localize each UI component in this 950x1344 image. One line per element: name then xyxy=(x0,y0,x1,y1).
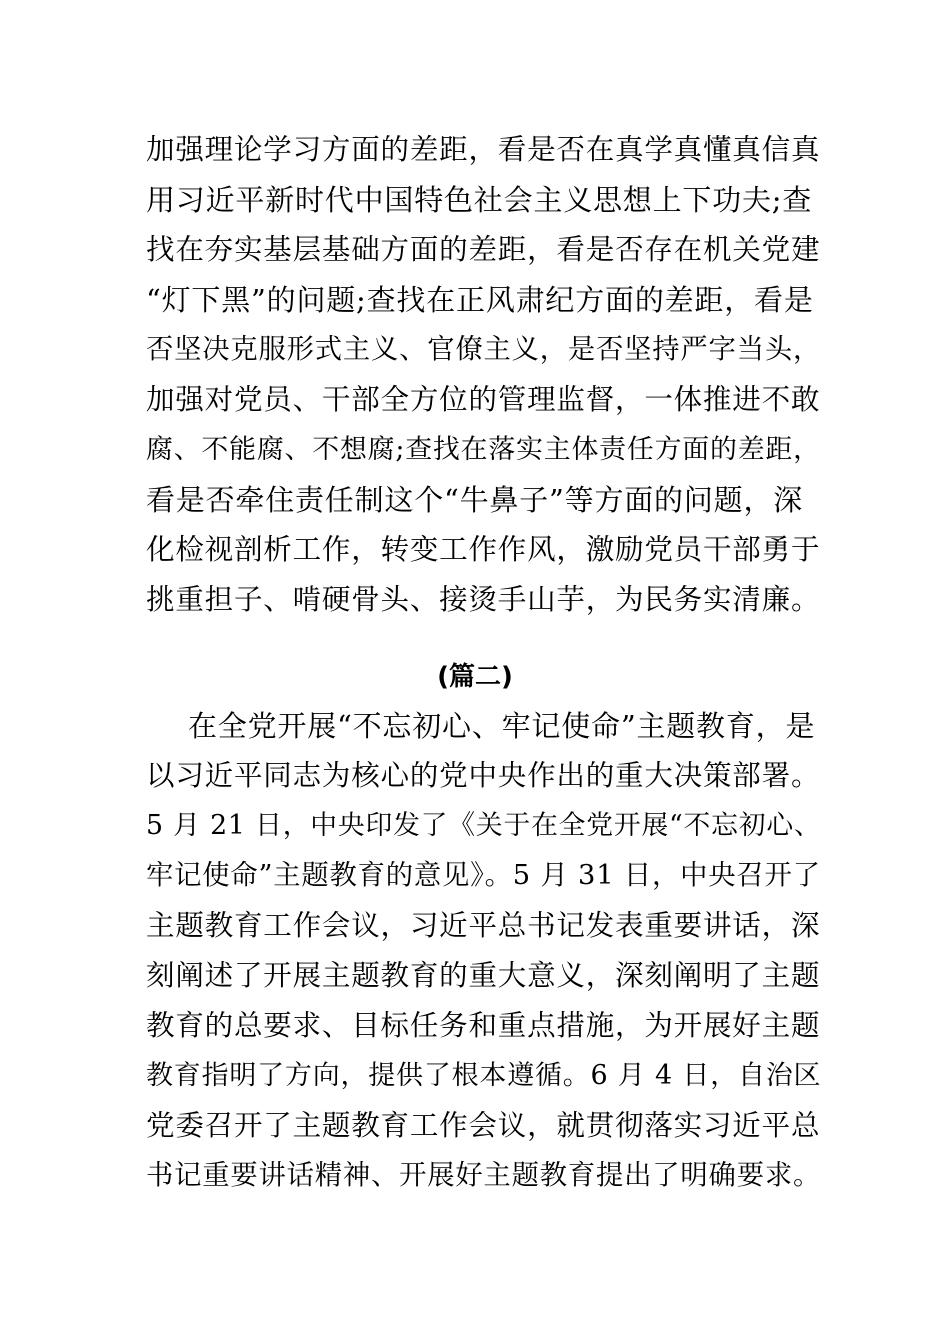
text-line: 教育指明了方向，提供了根本遵循。6 月 4 日，自治区 xyxy=(146,1060,822,1091)
text-line: 主题教育工作会议，习近平总书记发表重要讲话，深 xyxy=(146,909,821,942)
text-line: 用习近平新时代中国特色社会主义思想上下功夫;查 xyxy=(146,183,813,217)
text-line: 加强对党员、干部全方位的管理监督，一体推进不敢 xyxy=(146,383,821,416)
text-line: 在全党开展“不忘初心、牢记使命”主题教育，是 xyxy=(188,709,816,743)
text-line: 刻阐述了开展主题教育的重大意义，深刻阐明了主题 xyxy=(146,959,821,992)
section-heading: (篇二) xyxy=(437,662,513,692)
text-line: 牢记使命”主题教育的意见》。5 月 31 日，中央召开了 xyxy=(146,860,821,891)
text-line: 否坚决克服形式主义、官僚主义，是否坚持严字当头， xyxy=(146,334,822,365)
text-line: 看是否牵住责任制这个“牛鼻子”等方面的问题，深 xyxy=(146,483,804,517)
text-line: 党委召开了主题教育工作会议，就贯彻落实习近平总 xyxy=(146,1109,821,1142)
text-line: 以习近平同志为核心的党中央作出的重大决策部署。 xyxy=(146,759,821,792)
text-line: 教育的总要求、目标任务和重点措施，为开展好主题 xyxy=(146,1009,821,1042)
text-line: 加强理论学习方面的差距，看是否在真学真懂真信真 xyxy=(146,133,821,166)
text-line: 化检视剖析工作，转变工作作风，激励党员干部勇于 xyxy=(146,533,821,566)
text-line: 找在夯实基层基础方面的差距，看是否存在机关党建 xyxy=(146,233,821,266)
text-line: “灯下黑”的问题;查找在正风肃纪方面的差距，看是 xyxy=(146,283,814,317)
text-line: 腐、不能腐、不想腐;查找在落实主体责任方面的差距， xyxy=(146,434,821,465)
text-line: 5 月 21 日，中央印发了《关于在全党开展“不忘初心、 xyxy=(146,810,822,841)
text-line: 挑重担子、啃硬骨头、接烫手山芋，为民务实清廉。 xyxy=(146,583,821,616)
text-line: 书记重要讲话精神、开展好主题教育提出了明确要求。 xyxy=(146,1160,822,1191)
